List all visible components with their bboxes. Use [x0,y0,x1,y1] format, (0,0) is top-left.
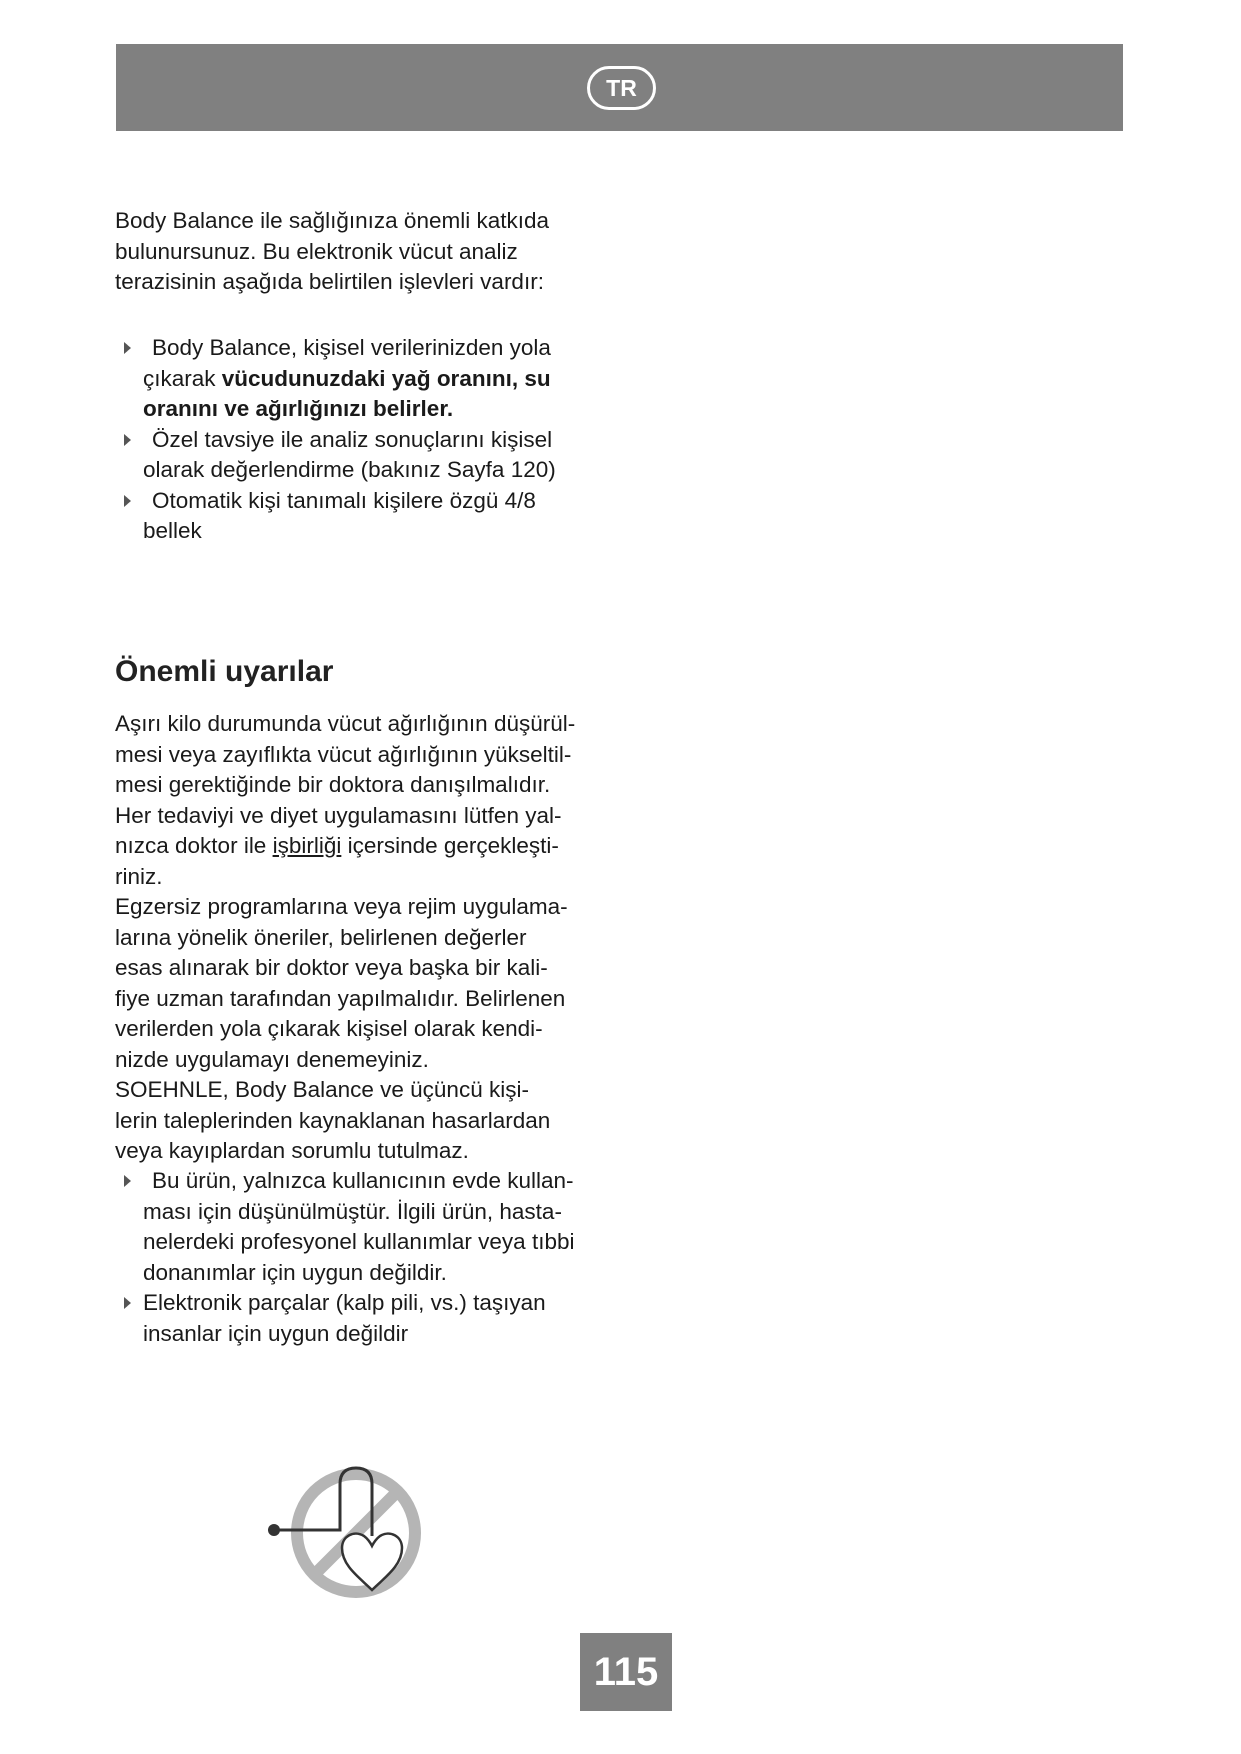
warning-line: Aşırı kilo durumunda vücut ağırlığının düşürül- [115,711,576,736]
feature-text: Otomatik kişi tanımalı kişilere özgü 4/8 [152,487,536,513]
warning-line: larına yönelik öneriler, belirlenen değerler [115,924,527,950]
warning-bullet-text: nelerdeki profesyonel kullanımlar veya tıbbi [143,1229,575,1254]
feature-text: bellek [143,518,202,543]
warning-bullet-text: Elektronik parçalar (kalp pili, vs.) taşıyan [143,1290,546,1315]
bullet-arrow-icon [124,342,131,354]
warning-line: Egzersiz programlarına veya rejim uygulama- [115,894,568,919]
no-pacemaker-icon [264,1462,434,1604]
intro-line: Body Balance ile sağlığınıza önemli katkıda [115,208,550,233]
warning-bullet-text: ması için düşünülmüştür. İlgili ürün, hasta- [143,1198,562,1224]
feature-highlight: oranını ve ağırlığınızı belirler. [143,396,454,421]
warning-line: SOEHNLE, Body Balance ve üçüncü kişi- [115,1077,529,1102]
warning-line [115,831,635,862]
intro-line: bulunursunuz. Bu elektronik vücut analiz [115,238,518,264]
bullet-arrow-icon [124,434,131,446]
section-title: Önemli uyarılar [115,655,334,688]
feature-text: Body Balance, kişisel verilerinizden yola [152,335,551,360]
warning-bullet-list [115,1166,635,1349]
warning-text: içersinde gerçekleşti- [341,833,559,858]
bullet-arrow-icon [124,1297,131,1309]
feature-highlight: vücudunuzdaki yağ oranını, su [221,365,551,391]
feature-text: Özel tavsiye ile analiz sonuçlarını kişisel [152,426,553,452]
language-badge: TR [587,66,656,110]
no-pacemaker-svg [264,1462,434,1604]
underlined-word: işbirliği [272,833,342,858]
warning-bullet-item [115,1288,635,1349]
warning-line: Her tedaviyi ve diyet uygulamasını lütfen yal- [115,802,562,828]
warning-bullet-text: insanlar için uygun değildir [143,1320,409,1346]
feature-text: çıkarak [143,365,222,391]
warning-line: nizde uygulamayı denemeyiniz. [115,1046,429,1072]
warning-line: esas alınarak bir doktor veya başka bir kali- [115,955,548,980]
intro-paragraph [115,206,635,298]
warning-line: lerin taleplerinden kaynaklanan hasarlardan [115,1107,551,1133]
feature-text: olarak değerlendirme (bakınız Sayfa 120) [143,457,556,482]
warning-line: veya kayıplardan sorumlu tutulmaz. [115,1138,469,1163]
warning-text: nızca doktor ile [115,833,273,858]
warning-bullet-text: donanımlar için uygun değildir. [143,1259,447,1285]
feature-item [115,425,635,486]
warning-bullet-text: Bu ürün, yalnızca kullanıcının evde kullan- [152,1168,574,1193]
feature-item [115,486,635,547]
warning-line: verilerden yola çıkarak kişisel olarak kendi- [115,1016,543,1041]
warning-line: mesi gerektiğinde bir doktora danışılmalıdır. [115,772,551,797]
page-number: 115 [580,1633,672,1711]
warnings-paragraph [115,709,635,1167]
feature-item [115,333,635,425]
warning-line: mesi veya zayıflıkta vücut ağırlığının yükseltil- [115,741,572,767]
feature-list [115,333,635,547]
warning-line: fiye uzman tarafından yapılmalıdır. Belirlenen [115,985,566,1011]
bullet-arrow-icon [124,1175,131,1187]
bullet-arrow-icon [124,495,131,507]
warning-line: riniz. [115,863,163,889]
warning-bullet-item [115,1166,635,1288]
intro-line: terazisinin aşağıda belirtilen işlevleri vardır: [115,269,544,294]
